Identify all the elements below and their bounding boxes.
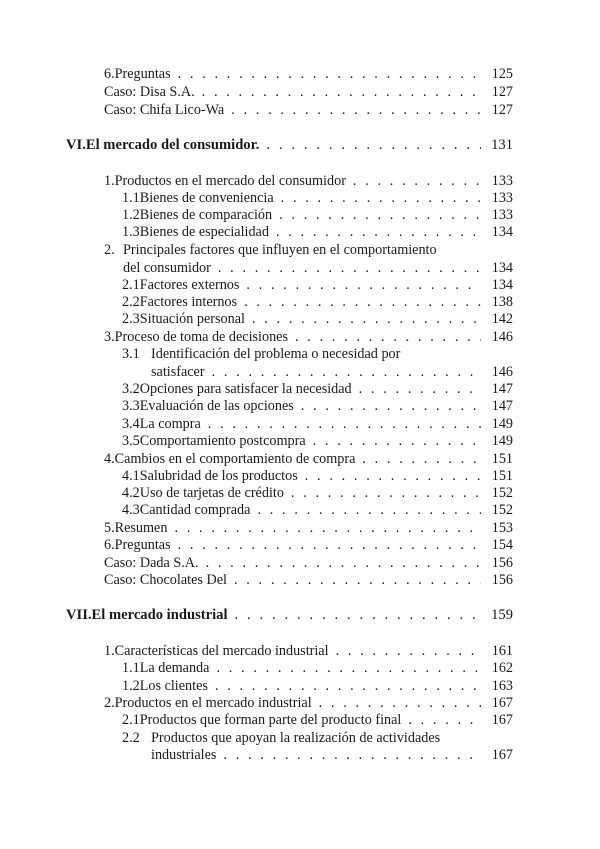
entry-number: 1.3 bbox=[122, 224, 140, 240]
entry-number: 3.3 bbox=[122, 398, 140, 414]
entry-number: 5. bbox=[104, 520, 115, 536]
entry-title: Resumen bbox=[114, 520, 168, 536]
entry-title: Productos en el mercado industrial bbox=[114, 695, 312, 711]
toc-entry bbox=[104, 173, 513, 190]
entry-page: 152 bbox=[491, 485, 513, 501]
entry-title: Bienes de especialidad bbox=[139, 224, 269, 240]
entry-title: Identificación del problema o necesidad por bbox=[151, 346, 401, 362]
entry-title: Factores internos bbox=[139, 294, 238, 310]
toc-entry bbox=[122, 416, 513, 433]
entry-title: Caso: Chocolates Del bbox=[104, 572, 227, 588]
chapter-title: El mercado industrial bbox=[91, 607, 228, 623]
dot-leader bbox=[362, 451, 481, 468]
toc-entry bbox=[122, 190, 513, 207]
entry-page: 133 bbox=[491, 173, 513, 189]
entry-title: industriales bbox=[151, 747, 217, 763]
entry-page: 162 bbox=[491, 660, 513, 676]
entry-title: Productos que forman parte del producto final bbox=[139, 712, 402, 728]
toc-entry bbox=[104, 84, 513, 101]
dot-leader bbox=[216, 660, 481, 677]
entry-page: 149 bbox=[491, 416, 513, 432]
dot-leader bbox=[408, 712, 481, 729]
entry-title: Opciones para satisfacer la necesidad bbox=[139, 381, 352, 397]
entry-page: 133 bbox=[491, 207, 513, 223]
entry-number: 2.2 bbox=[122, 294, 140, 310]
entry-page: 127 bbox=[491, 102, 513, 118]
entry-title: Principales factores que influyen en el comportamiento bbox=[123, 242, 437, 258]
dot-leader bbox=[235, 607, 482, 624]
entry-title: La compra bbox=[139, 416, 201, 432]
toc-entry bbox=[122, 433, 513, 450]
toc-entry bbox=[104, 695, 513, 712]
toc-entry bbox=[122, 277, 513, 294]
entry-number: 1.2 bbox=[122, 207, 140, 223]
chapter-heading bbox=[66, 607, 513, 624]
dot-leader bbox=[178, 66, 481, 83]
entry-page: 151 bbox=[491, 468, 513, 484]
dot-leader bbox=[353, 173, 481, 190]
entry-title: Salubridad de los productos bbox=[139, 468, 298, 484]
entry-title: Comportamiento postcompra bbox=[139, 433, 306, 449]
toc-entry-continuation bbox=[151, 747, 513, 764]
dot-leader bbox=[218, 260, 481, 277]
toc-entry bbox=[122, 468, 513, 485]
toc-entry bbox=[104, 66, 513, 83]
dot-leader bbox=[295, 329, 481, 346]
toc-entry bbox=[122, 485, 513, 502]
toc-entry bbox=[122, 207, 513, 224]
entry-title: Caso: Disa S.A. bbox=[104, 84, 195, 100]
entry-title: Cantidad comprada bbox=[139, 502, 251, 518]
entry-number: 4. bbox=[104, 451, 115, 467]
entry-title: Caso: Chifa Lico-Wa bbox=[104, 102, 225, 118]
toc-entry bbox=[104, 451, 513, 468]
entry-number: 1.1 bbox=[122, 660, 140, 676]
entry-number: 3.5 bbox=[122, 433, 140, 449]
entry-title: Cambios en el comportamiento de compra bbox=[114, 451, 356, 467]
toc-entry bbox=[104, 572, 513, 589]
chapter-number: VI. bbox=[66, 137, 86, 153]
toc-entry-continuation bbox=[123, 260, 513, 277]
entry-number: 2.1 bbox=[122, 712, 140, 728]
entry-page: 147 bbox=[491, 398, 513, 414]
toc-entry bbox=[104, 520, 513, 537]
entry-number: 1. bbox=[104, 643, 115, 659]
entry-title: Situación personal bbox=[139, 311, 245, 327]
toc-entry bbox=[122, 678, 513, 695]
entry-page: 146 bbox=[491, 364, 513, 380]
dot-leader bbox=[319, 695, 481, 712]
toc-entry bbox=[104, 555, 513, 572]
dot-leader bbox=[281, 190, 481, 207]
entry-number: 3. bbox=[104, 329, 115, 345]
toc-entry bbox=[122, 294, 513, 311]
entry-page: 125 bbox=[491, 66, 513, 82]
entry-number: 4.2 bbox=[122, 485, 140, 501]
entry-page: 156 bbox=[491, 555, 513, 571]
entry-title: Características del mercado industrial bbox=[114, 643, 329, 659]
dot-leader bbox=[202, 84, 481, 101]
dot-leader bbox=[178, 537, 481, 554]
entry-number: 3.1 bbox=[122, 346, 140, 362]
toc-entry bbox=[122, 660, 513, 677]
entry-page: 167 bbox=[491, 695, 513, 711]
dot-leader bbox=[301, 398, 481, 415]
dot-leader bbox=[246, 277, 481, 294]
toc-entry bbox=[122, 381, 513, 398]
entry-page: 149 bbox=[491, 433, 513, 449]
dot-leader bbox=[336, 643, 481, 660]
entry-title: del consumidor bbox=[123, 260, 211, 276]
dot-leader bbox=[291, 485, 481, 502]
entry-title: Bienes de conveniencia bbox=[139, 190, 274, 206]
entry-number: 1.1 bbox=[122, 190, 140, 206]
toc-entry bbox=[122, 311, 513, 328]
toc-entry bbox=[104, 537, 513, 554]
chapter-page: 159 bbox=[491, 607, 513, 623]
entry-page: 134 bbox=[491, 277, 513, 293]
dot-leader bbox=[208, 416, 481, 433]
entry-page: 163 bbox=[491, 678, 513, 694]
entry-page: 147 bbox=[491, 381, 513, 397]
entry-number: 1.2 bbox=[122, 678, 140, 694]
dot-leader bbox=[305, 468, 481, 485]
entry-page: 161 bbox=[491, 643, 513, 659]
entry-number: 6. bbox=[104, 537, 115, 553]
entry-title: Productos que apoyan la realización de actividades bbox=[151, 730, 441, 746]
entry-number: 3.4 bbox=[122, 416, 140, 432]
dot-leader bbox=[359, 381, 481, 398]
entry-number: 1. bbox=[104, 173, 115, 189]
dot-leader bbox=[252, 311, 481, 328]
toc-entry bbox=[122, 730, 440, 747]
entry-number: 4.3 bbox=[122, 502, 140, 518]
dot-leader bbox=[257, 502, 481, 519]
entry-page: 153 bbox=[491, 520, 513, 536]
entry-title: Bienes de comparación bbox=[139, 207, 273, 223]
entry-number: 2.2 bbox=[122, 730, 140, 746]
entry-number: 2. bbox=[104, 695, 115, 711]
dot-leader bbox=[206, 555, 481, 572]
entry-page: 142 bbox=[491, 311, 513, 327]
dot-leader bbox=[244, 294, 481, 311]
entry-title: Uso de tarjetas de crédito bbox=[139, 485, 284, 501]
entry-title: satisfacer bbox=[151, 364, 205, 380]
entry-number: 2.1 bbox=[122, 277, 140, 293]
dot-leader bbox=[231, 102, 481, 119]
toc-entry bbox=[104, 329, 513, 346]
entry-number: 6. bbox=[104, 66, 115, 82]
toc-entry bbox=[104, 643, 513, 660]
entry-page: 167 bbox=[491, 712, 513, 728]
toc-entry-continuation bbox=[151, 364, 513, 381]
chapter-title: El mercado del consumidor. bbox=[85, 137, 260, 153]
chapter-number: VII. bbox=[66, 607, 92, 623]
toc-entry bbox=[122, 712, 513, 729]
toc-entry bbox=[122, 346, 400, 363]
toc-entry bbox=[104, 102, 513, 119]
entry-page: 138 bbox=[491, 294, 513, 310]
dot-leader bbox=[276, 224, 481, 241]
entry-page: 146 bbox=[491, 329, 513, 345]
entry-title: Proceso de toma de decisiones bbox=[114, 329, 288, 345]
dot-leader bbox=[223, 747, 481, 764]
toc-entry bbox=[122, 224, 513, 241]
dot-leader bbox=[212, 364, 481, 381]
toc-entry bbox=[122, 502, 513, 519]
entry-page: 127 bbox=[491, 84, 513, 100]
chapter-heading bbox=[66, 137, 513, 154]
entry-title: Caso: Dada S.A. bbox=[104, 555, 199, 571]
entry-title: Evaluación de las opciones bbox=[139, 398, 294, 414]
entry-page: 134 bbox=[491, 224, 513, 240]
dot-leader bbox=[279, 207, 481, 224]
toc-entry bbox=[104, 242, 437, 259]
entry-title: Los clientes bbox=[139, 678, 208, 694]
dot-leader bbox=[313, 433, 481, 450]
entry-page: 134 bbox=[491, 260, 513, 276]
entry-title: La demanda bbox=[139, 660, 210, 676]
dot-leader bbox=[215, 678, 481, 695]
entry-title: Factores externos bbox=[139, 277, 240, 293]
entry-page: 154 bbox=[491, 537, 513, 553]
entry-number: 2. bbox=[104, 242, 115, 258]
entry-page: 151 bbox=[491, 451, 513, 467]
dot-leader bbox=[266, 137, 481, 154]
entry-number: 2.3 bbox=[122, 311, 140, 327]
entry-title: Preguntas bbox=[114, 66, 171, 82]
entry-number: 4.1 bbox=[122, 468, 140, 484]
dot-leader bbox=[234, 572, 481, 589]
entry-title: Preguntas bbox=[114, 537, 171, 553]
entry-page: 156 bbox=[491, 572, 513, 588]
entry-title: Productos en el mercado del consumidor bbox=[114, 173, 346, 189]
toc-entry bbox=[122, 398, 513, 415]
entry-page: 167 bbox=[491, 747, 513, 763]
chapter-page: 131 bbox=[491, 137, 513, 153]
entry-page: 133 bbox=[491, 190, 513, 206]
entry-number: 3.2 bbox=[122, 381, 140, 397]
dot-leader bbox=[174, 520, 481, 537]
entry-page: 152 bbox=[491, 502, 513, 518]
